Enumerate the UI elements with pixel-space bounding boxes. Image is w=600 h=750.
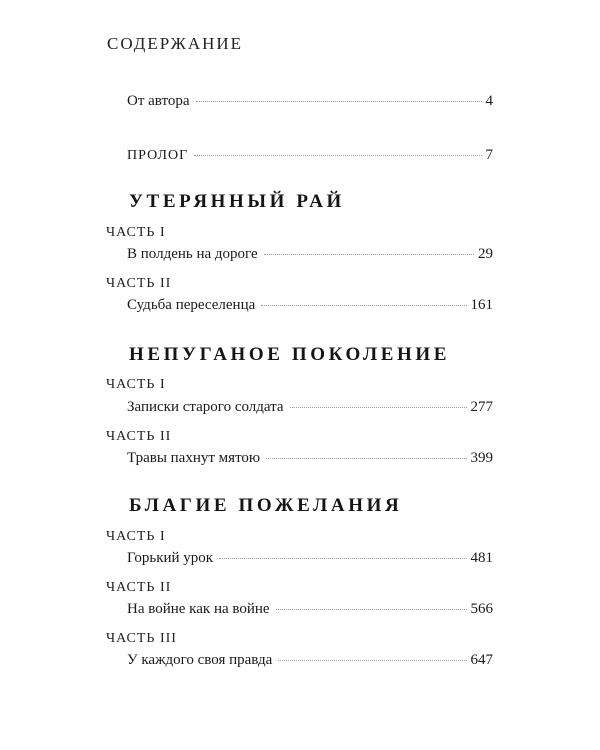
toc-entry[interactable] bbox=[127, 450, 493, 467]
entry-title: ПРОЛОГ bbox=[127, 148, 189, 163]
dot-leader bbox=[219, 558, 466, 559]
entry-title: У каждого своя правда bbox=[127, 652, 273, 668]
part-label: ЧАСТЬ I bbox=[106, 529, 166, 544]
entry-title: Судьба переселенца bbox=[127, 297, 256, 313]
dot-leader bbox=[194, 155, 481, 156]
toc-entry[interactable] bbox=[127, 550, 493, 567]
entry-title: Травы пахнут мятою bbox=[127, 450, 261, 466]
book-title-3: БЛАГИЕ ПОЖЕЛАНИЯ bbox=[129, 495, 403, 516]
toc-entry[interactable] bbox=[127, 601, 493, 618]
dot-leader bbox=[266, 458, 466, 459]
entry-title: От автора bbox=[127, 93, 190, 109]
toc-entry[interactable] bbox=[127, 399, 493, 416]
dot-leader bbox=[196, 101, 482, 102]
entry-page: 399 bbox=[470, 450, 493, 466]
entry-title: В полдень на дороге bbox=[127, 246, 258, 262]
entry-page: 7 bbox=[485, 147, 493, 163]
entry-title: На войне как на войне bbox=[127, 601, 270, 617]
book-title-1: УТЕРЯННЫЙ РАЙ bbox=[129, 191, 345, 212]
toc-entry-prologue[interactable] bbox=[127, 147, 493, 164]
entry-title: Горький урок bbox=[127, 550, 214, 566]
part-label: ЧАСТЬ II bbox=[106, 429, 172, 444]
entry-page: 481 bbox=[470, 550, 493, 566]
dot-leader bbox=[276, 609, 467, 610]
toc-entry[interactable] bbox=[127, 246, 493, 263]
entry-page: 566 bbox=[470, 601, 493, 617]
dot-leader bbox=[290, 407, 467, 408]
dot-leader bbox=[264, 254, 474, 255]
part-label: ЧАСТЬ II bbox=[106, 276, 172, 291]
entry-title: Записки старого солдата bbox=[127, 399, 284, 415]
book-title-2: НЕПУГАНОЕ ПОКОЛЕНИЕ bbox=[129, 344, 451, 365]
dot-leader bbox=[261, 305, 466, 306]
entry-page: 277 bbox=[470, 399, 493, 415]
toc-entry[interactable] bbox=[127, 297, 493, 314]
part-label: ЧАСТЬ III bbox=[106, 631, 177, 646]
entry-page: 4 bbox=[485, 93, 493, 109]
entry-page: 647 bbox=[470, 652, 493, 668]
entry-page: 29 bbox=[478, 246, 493, 262]
toc-heading: СОДЕРЖАНИЕ bbox=[107, 34, 244, 53]
part-label: ЧАСТЬ I bbox=[106, 377, 166, 392]
toc-entry[interactable] bbox=[127, 652, 493, 669]
toc-entry-from-author[interactable] bbox=[127, 93, 493, 110]
entry-page: 161 bbox=[470, 297, 493, 313]
dot-leader bbox=[278, 660, 466, 661]
part-label: ЧАСТЬ I bbox=[106, 225, 166, 240]
part-label: ЧАСТЬ II bbox=[106, 580, 172, 595]
